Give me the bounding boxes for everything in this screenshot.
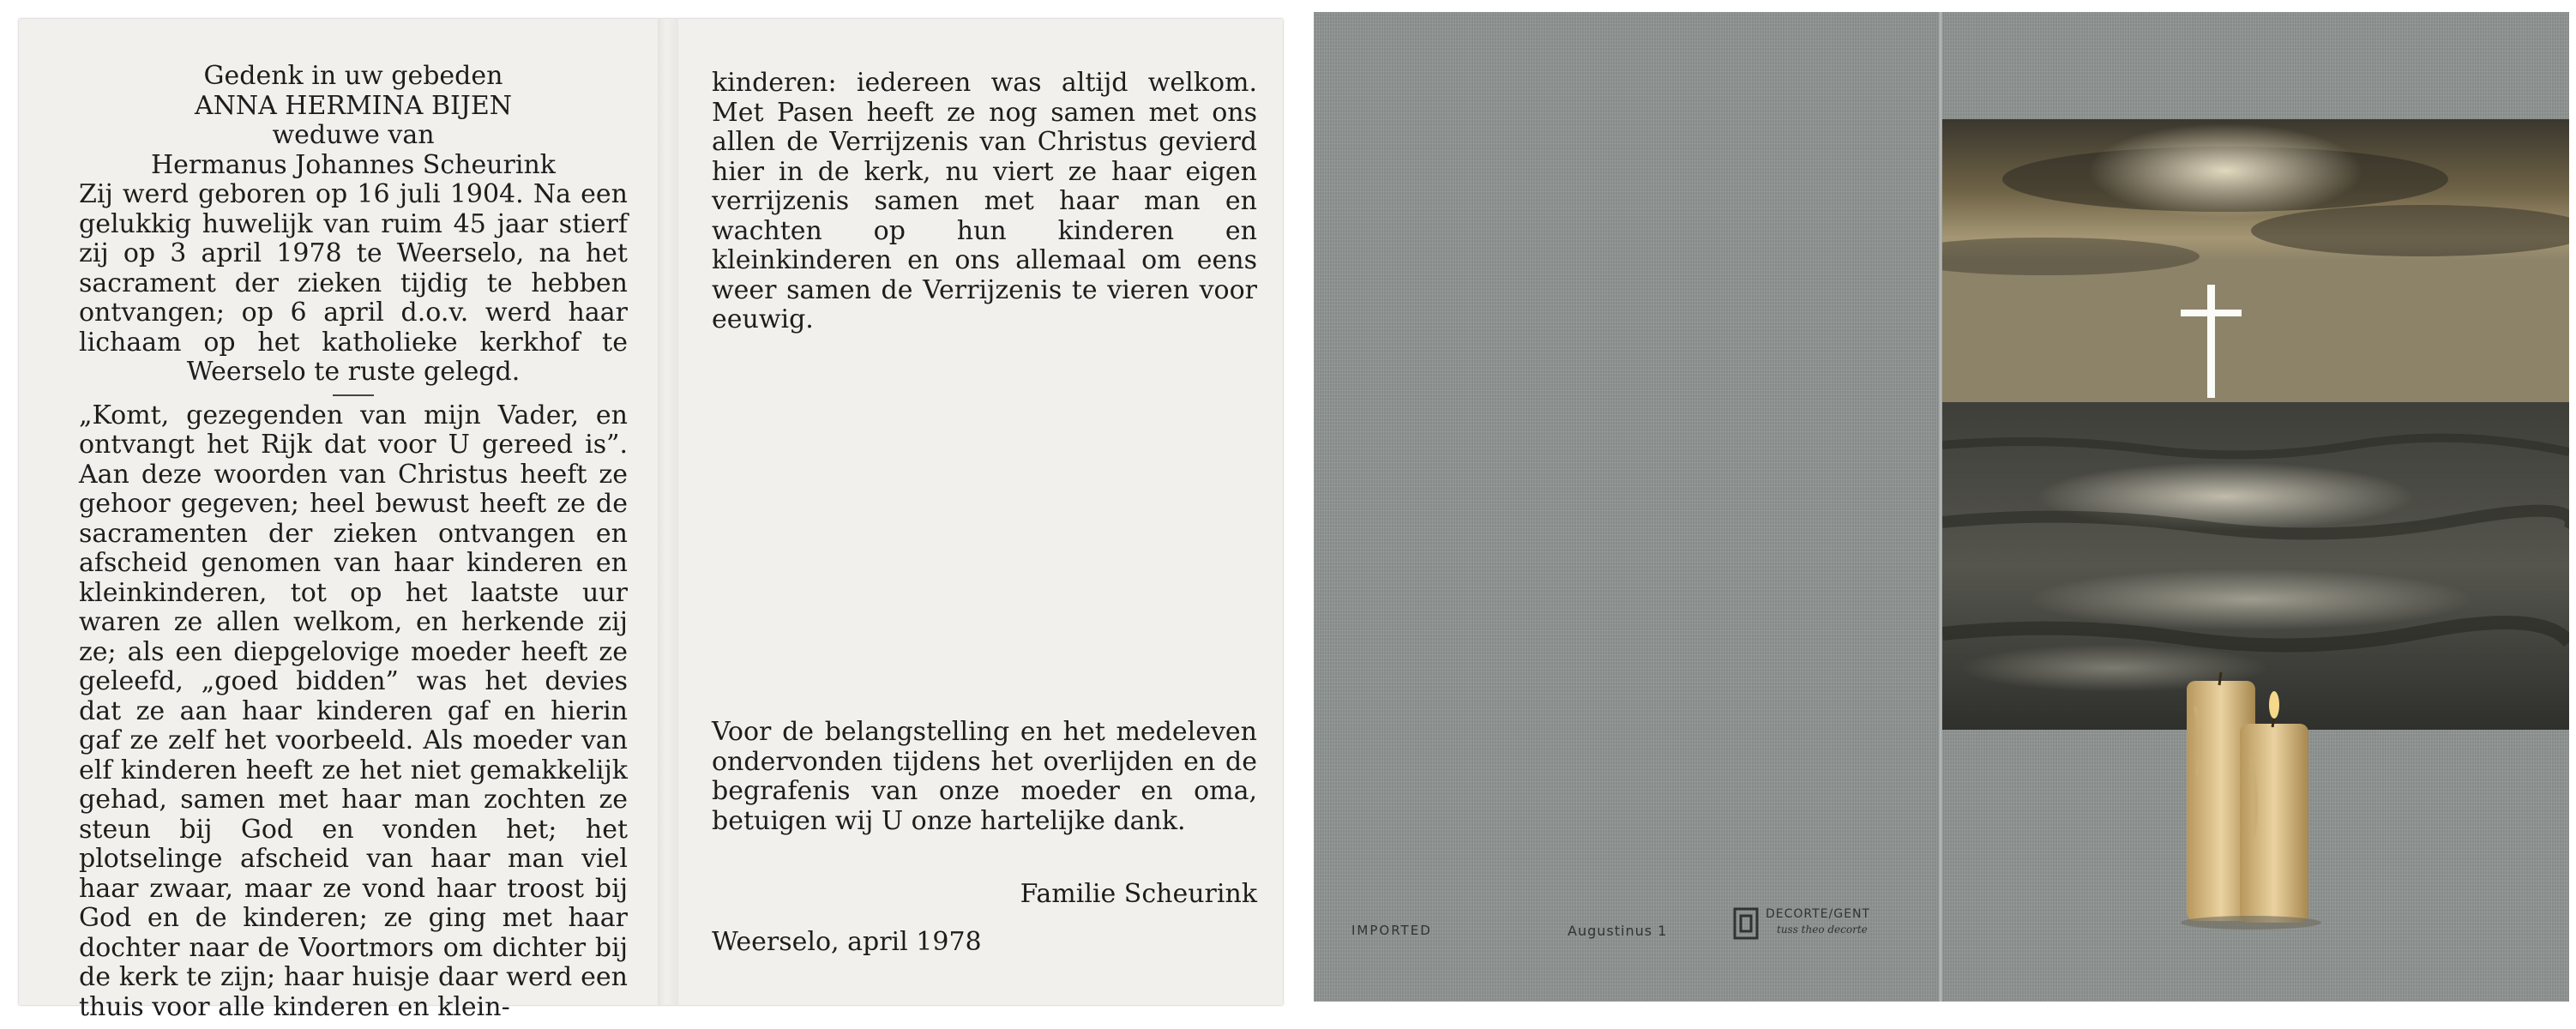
publisher-subtitle: tuss theo decorte (1777, 924, 1868, 936)
eulogy-text-left: „Komt, gezegenden van mijn Vader, en ontvangt het Rijk dat voor U gereed is”. Aan deze woorden van Christus heeft ze gehoor gegeven; heel bewust heeft ze de sacramenten der zieken ontvangen en afscheid genomen van haar kinderen en kleinkinderen, tot op het laatste uur waren ze allen welkom, en herkende zij ze; als een diepgelovige moeder heeft ze geleefd, „goed bidden” was het devies dat ze aan haar kinderen gaf en hierin gaf ze zelf het voorbeeld. Als moeder van elf kinderen heeft ze het niet gemakkelijk gehad, samen met haar man zochten ze steun bij God en vonden het; het plotselinge afscheid van haar man viel haar zwaar, maar ze vond haar troost bij God en de kinderen; ze ging met haar dochter naar de Voortmors om dichter bij de kerk te zijn; haar huisje daar werd een thuis voor alle kinderen en klein- (79, 400, 628, 1022)
divider (333, 394, 374, 396)
header-line-1: Gedenk in uw gebeden (203, 61, 503, 91)
candle-icon (2178, 638, 2324, 930)
thanks-text: Voor de belangstelling en het medeleven ondervonden tijdens het overlijden en de begrafenis van onze moeder en oma, betuigen wij U onze hartelijke dank. (712, 717, 1257, 836)
memorial-card-cover (1314, 12, 2569, 1002)
spouse-name: Hermanus Johannes Scheurink (151, 149, 556, 180)
page-fold (658, 19, 678, 1005)
left-column (79, 62, 628, 1022)
publisher-name: DECORTE/GENT (1766, 907, 1870, 921)
header-line-3: weduwe van (272, 120, 435, 150)
imported-label: IMPORTED (1351, 923, 1432, 938)
deceased-name: ANNA HERMINA BIJEN (194, 90, 513, 121)
family-signature: Familie Scheurink (1020, 879, 1257, 909)
series-label: Augustinus 1 (1568, 923, 1668, 939)
eulogy-text-right: kinderen: iedereen was altijd welkom. Met Pasen heeft ze nog samen met ons allen de Verrijzenis van Christus gevierd hier in de kerk, nu viert ze haar eigen verrijzenis samen met haar man en wachten op hun kinderen en kleinkinderen en ons allemaal om eens weer samen de Verrijzenis te vieren voor eeuwig. (712, 68, 1257, 334)
place-date: Weerselo, april 1978 (712, 927, 982, 957)
memorial-card-inner-page (19, 19, 1283, 1022)
biography-text: Zij werd geboren op 16 juli 1904. Na een gelukkig huwelijk van ruim 45 jaar stierf zij op 3 april 1978 te Weerselo, na het sacrament der zieken tijdig te hebben ontvangen; op 6 april d.o.v. werd haar lichaam op het katholieke kerkhof te Weerselo te ruste gelegd. (79, 179, 628, 387)
publisher-logo-icon (1733, 907, 1759, 940)
